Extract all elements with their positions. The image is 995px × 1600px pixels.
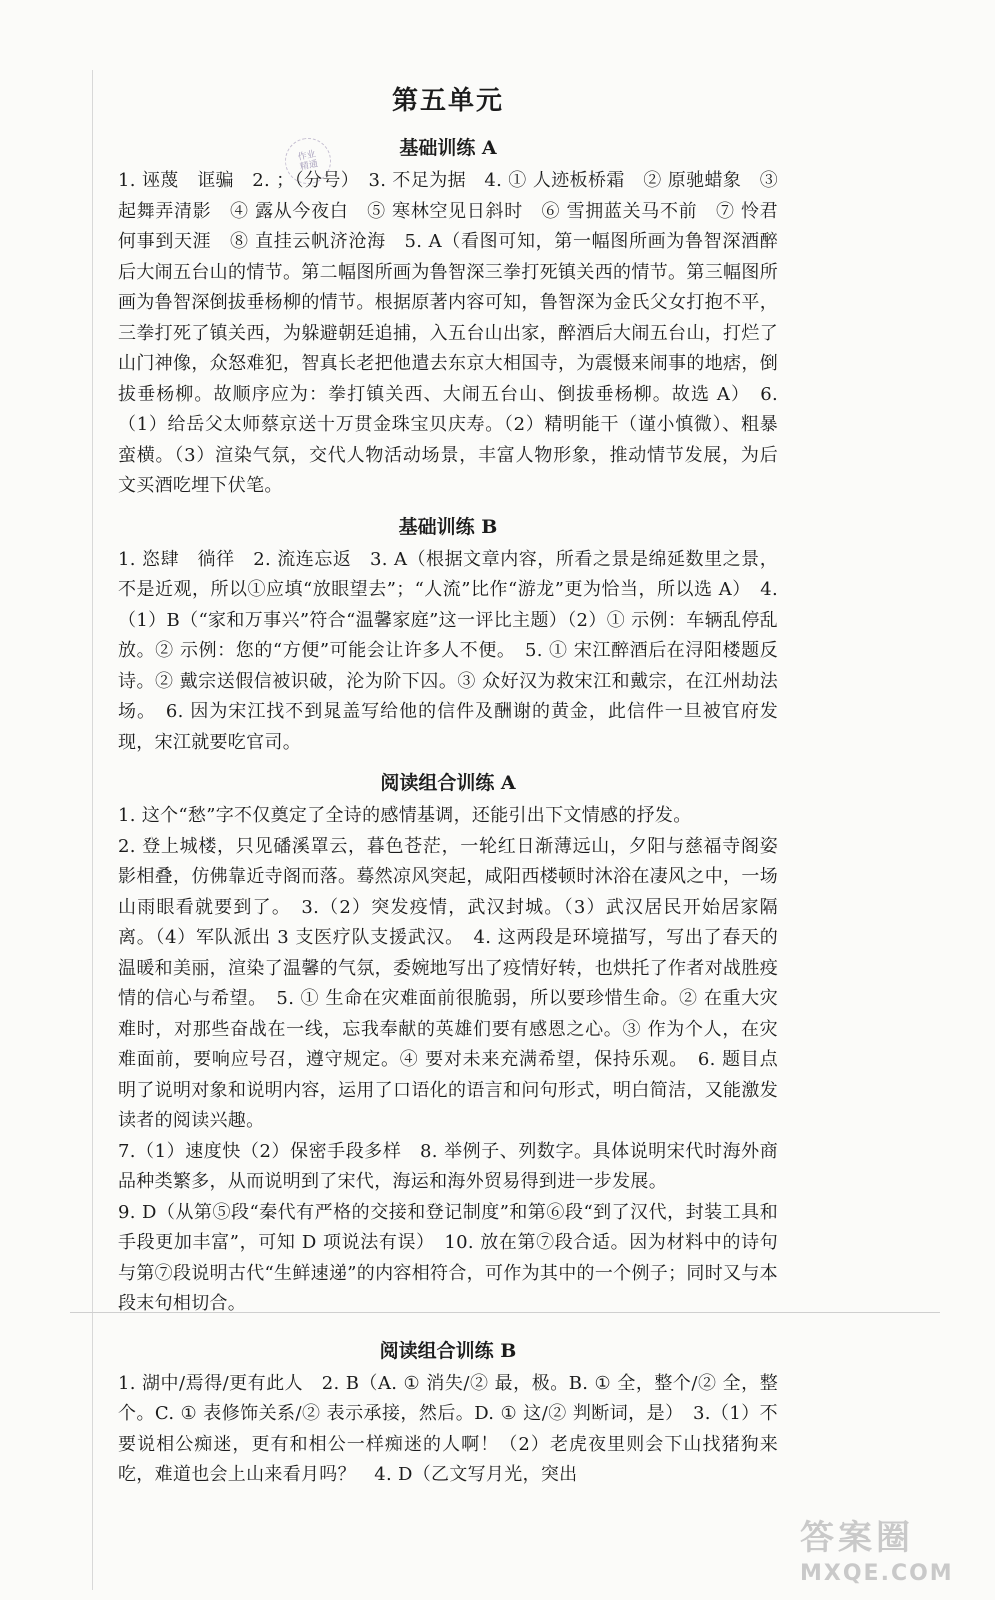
stamp-seal: 作业 精通 xyxy=(281,134,336,189)
section-text-reading-b: 1. 湖中/焉得/更有此人 2. B（A. ① 消失/② 最，极。B. ① 全，整个/② 全，整个。C. ① 表修饰关系/② 表示承接，然后。D. ① 这/② 判断词，是） 3.（1）不要说相公痴迷，更有和相公一样痴迷的人啊！（2）老虎夜里则会下山找猪狗来吃，难道也会上山来看月吗？ 4. D（乙文写月光，突出 xyxy=(118,1372,778,1485)
answer-page xyxy=(118,72,778,1491)
section-heading-reading-a: 阅读组合训练 A xyxy=(380,772,516,794)
section-heading-reading-b: 阅读组合训练 B xyxy=(379,1339,517,1362)
reading-a-paragraph-1: 1. 这个“愁”字不仅奠定了全诗的感情基调，还能引出下文情感的抒发。 xyxy=(118,805,692,826)
left-margin-line xyxy=(92,70,93,1590)
section-heading-basic-b: 基础训练 B xyxy=(398,515,498,538)
reading-a-paragraph-2: 2. 登上城楼，只见磻溪罩云，暮色苍茫，一轮红日渐薄远山，夕阳与慈福寺阁姿影相叠，仿佛靠近寺阁而落。蓦然凉风突起，咸阳西楼顿时沐浴在凄风之中，一场山雨眼看就要到了。 3.（2）突发疫情，武汉封城。（3）武汉居民开始居家隔离。（4）军队派出 3 支医疗队支援武汉。 4. 这两段是环境描写，写出了春天的温暖和美丽，渲染了温馨的气氛，委婉地写出了疫情好转，也烘托了作者对战胜疫情的信心与希望。 5. ① 生命在灾难面前很脆弱，所以要珍惜生命。② 在重大灾难时，对那些奋战在一线，忘我奉献的英雄们要有感恩之心。③ 作为个人，在灾难面前，要响应号召，遵守规定。④ 要对未来充满希望，保持乐观。 6. 题目点明了说明对象和说明内容，运用了口语化的语言和问句形式，明白简洁，又能激发读者的阅读兴趣。 xyxy=(118,835,778,1131)
section-text-basic-b: 1. 恣肆 徜徉 2. 流连忘返 3. A（根据文章内容，所看之景是绵延数里之景，不是近观，所以①应填“放眼望去”；“人流”比作“游龙”更为恰当，所以选 A） 4.（1）B（“家和万事兴”符合“温馨家庭”这一评比主题）（2）① 示例：车辆乱停乱放。② 示例：您的“方便”可能会让许多人不便。 5. ① 宋江醉酒后在浔阳楼题反诗。② 戴宗送假信被识破，沦为阶下囚。③ 众好汉为救宋江和戴宗，在江州劫法场。 6. 因为宋江找不到晁盖写给他的信件及酬谢的黄金，此信件一旦被官府发现，宋江就要吃官司。 xyxy=(118,548,778,753)
section-heading-basic-a: 基础训练 A xyxy=(399,137,497,159)
reading-a-paragraph-4: 9. D（从第⑤段“秦代有严格的交接和登记制度”和第⑥段“到了汉代，封装工具和手段更加丰富”，可知 D 项说法有误） 10. 放在第⑦段合适。因为材料中的诗句与第⑦段说明古代“生鲜速递”的内容相符合，可作为其中的一个例子；同时又与本段末句相切合。 xyxy=(118,1201,778,1314)
unit-title: 第五单元 xyxy=(391,86,504,116)
reading-a-paragraph-3: 7.（1）速度快（2）保密手段多样 8. 举例子、列数字。具体说明宋代时海外商品种类繁多，从而说明到了宋代，海运和海外贸易得到进一步发展。 xyxy=(118,1140,778,1192)
section-text-basic-a: 1. 诬蔑 诓骗 2. ；（分号） 3. 不足为据 4. ① 人迹板桥霜 ② 原驰蜡象 ③ 起舞弄清影 ④ 露从今夜白 ⑤ 寒林空见日斜时 ⑥ 雪拥蓝关马不前 ⑦ 怜君何事到天涯 ⑧ 直挂云帆济沧海 5. A（看图可知，第一幅图所画为鲁智深酒醉后大闹五台山的情节。第二幅图所画为鲁智深三拳打死镇关西的情节。第三幅图所画为鲁智深倒拔垂杨柳的情节。根据原著内容可知，鲁智深为金氏父女打抱不平，三拳打死了镇关西，为躲避朝廷追捕，入五台山出家，醉酒后大闹五台山，打烂了山门神像，众怒难犯，智真长老把他遣去东京大相国寺，为震慑来闹事的地痞，倒拔垂杨柳。故顺序应为：拳打镇关西、大闹五台山、倒拔垂杨柳。故选 A） 6.（1）给岳父太师蔡京送十万贯金珠宝贝庆寿。（2）精明能干（谨小慎微）、粗暴蛮横。（3）渲染气氛，交代人物活动场景，丰富人物形象，推动情节发展，为后文买酒吃埋下伏笔。 xyxy=(118,170,778,496)
watermark-logo: 答案圈 MXQE.COM xyxy=(800,1518,954,1586)
